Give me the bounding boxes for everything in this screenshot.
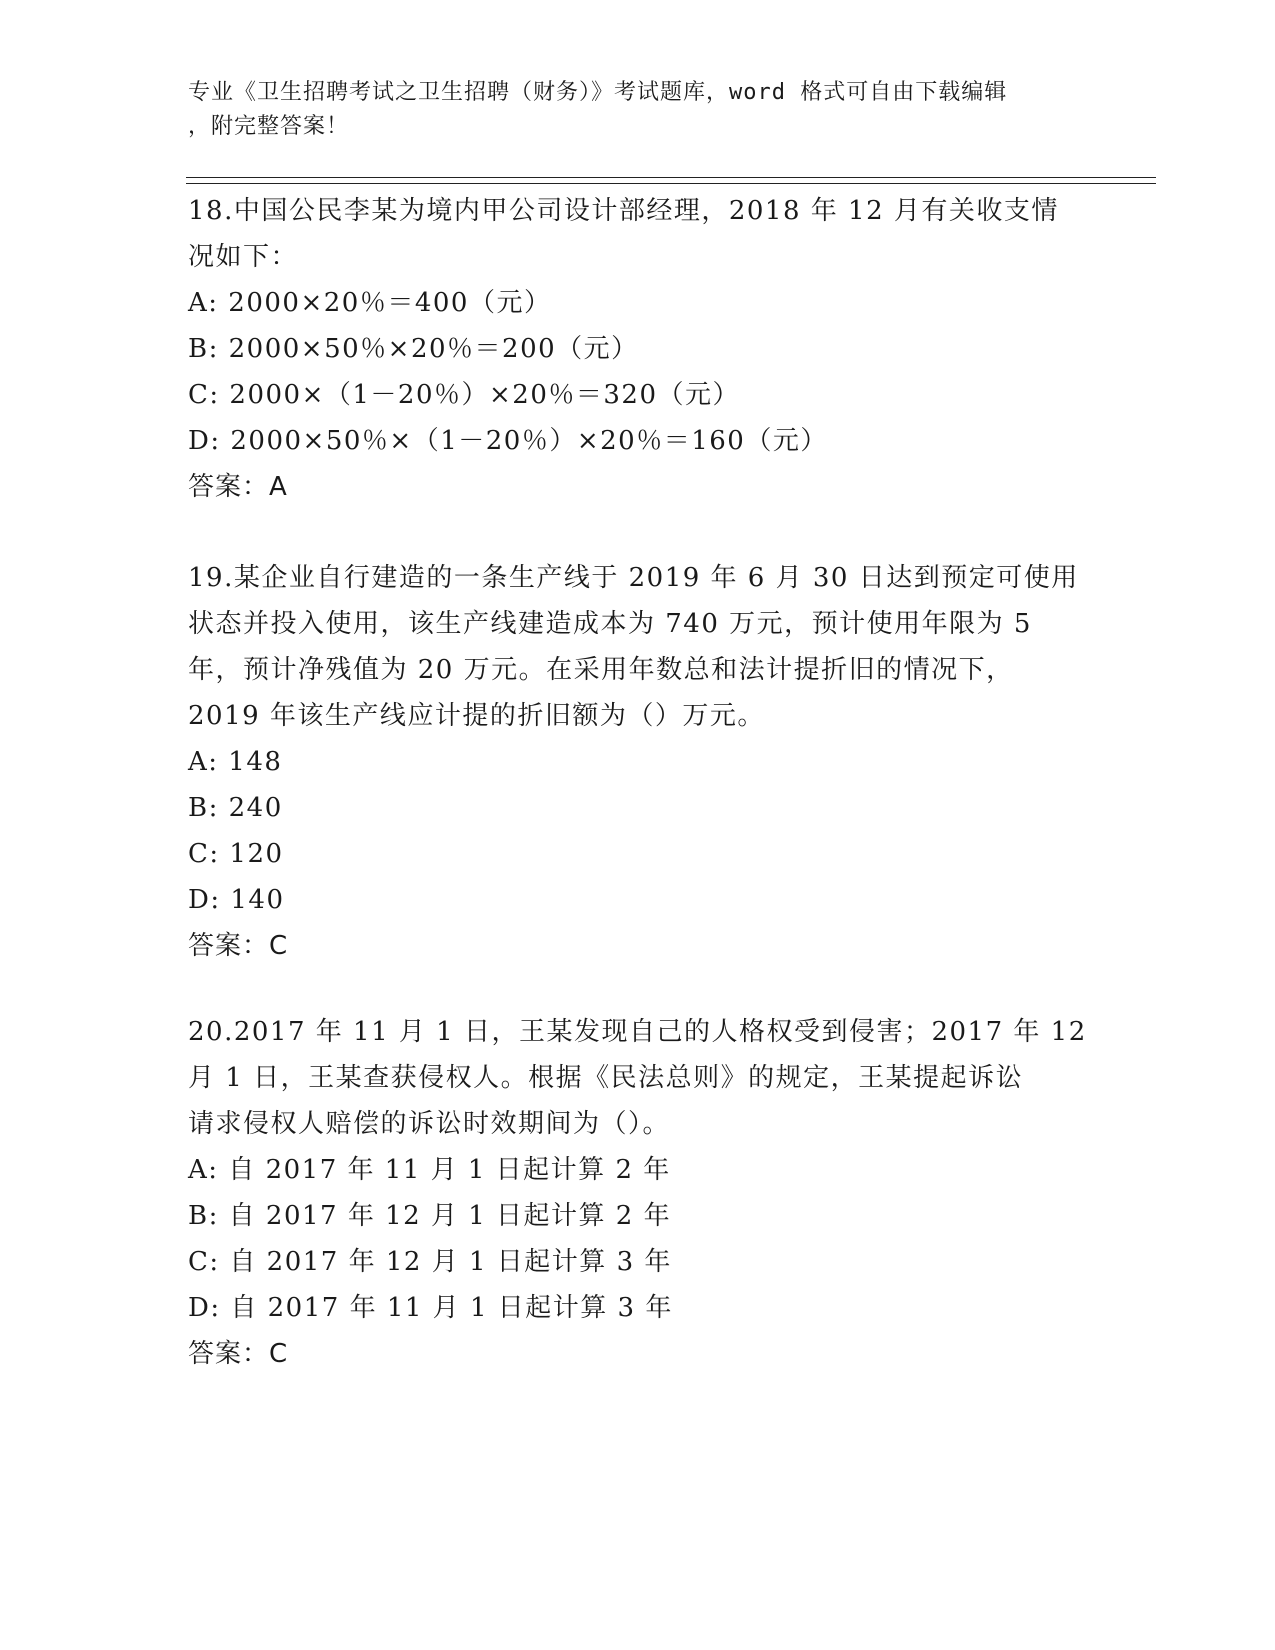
question-stem-line: 18.中国公民李某为境内甲公司设计部经理，2018 年 12 月有关收支情: [188, 196, 1059, 226]
document-header: [188, 76, 1068, 144]
question-stem-line: 请求侵权人赔偿的诉讼时效期间为（）。: [188, 1109, 671, 1139]
question-stem-line: 状态并投入使用，该生产线建造成本为 740 万元，预计使用年限为 5: [188, 609, 1032, 639]
option-c: C: 2000×（1－20％）×20％＝320（元）: [188, 380, 740, 410]
option-a: A: 148: [188, 747, 283, 777]
answer-label: 答案：C: [188, 931, 289, 961]
question-19: [188, 555, 1088, 969]
header-line: 专业《卫生招聘考试之卫生招聘（财务）》考试题库，word 格式可自由下载编辑: [188, 80, 1008, 105]
question-20: [188, 1009, 1088, 1377]
question-18: [188, 188, 1088, 510]
question-stem-line: 2019 年该生产线应计提的折旧额为（）万元。: [188, 701, 765, 731]
question-stem-line: 年，预计净残值为 20 万元。在采用年数总和法计提折旧的情况下，: [188, 655, 1014, 685]
option-d: D: 2000×50％×（1－20％）×20％＝160（元）: [188, 426, 828, 456]
option-b: B: 240: [188, 793, 283, 823]
header-line: ，附完整答案！: [188, 114, 350, 139]
question-stem-line: 况如下：: [188, 242, 299, 272]
question-stem-line: 月 1 日，王某查获侵权人。根据《民法总则》的规定，王某提起诉讼: [188, 1063, 1024, 1093]
answer-label: 答案：A: [188, 472, 288, 502]
option-b: B: 2000×50％×20％＝200（元）: [188, 334, 639, 364]
header-divider: [186, 183, 1156, 184]
option-d: D: 自 2017 年 11 月 1 日起计算 3 年: [188, 1293, 673, 1323]
question-stem-line: 20.2017 年 11 月 1 日，王某发现自己的人格权受到侵害；2017 年 12: [188, 1017, 1087, 1047]
option-d: D: 140: [188, 885, 285, 915]
option-a: A: 自 2017 年 11 月 1 日起计算 2 年: [188, 1155, 671, 1185]
answer-label: 答案：C: [188, 1339, 289, 1369]
option-b: B: 自 2017 年 12 月 1 日起计算 2 年: [188, 1201, 672, 1231]
question-stem-line: 19.某企业自行建造的一条生产线于 2019 年 6 月 30 日达到预定可使用: [188, 563, 1079, 593]
header-divider: [186, 177, 1156, 178]
option-a: A: 2000×20％＝400（元）: [188, 288, 552, 318]
option-c: C: 自 2017 年 12 月 1 日起计算 3 年: [188, 1247, 672, 1277]
option-c: C: 120: [188, 839, 284, 869]
